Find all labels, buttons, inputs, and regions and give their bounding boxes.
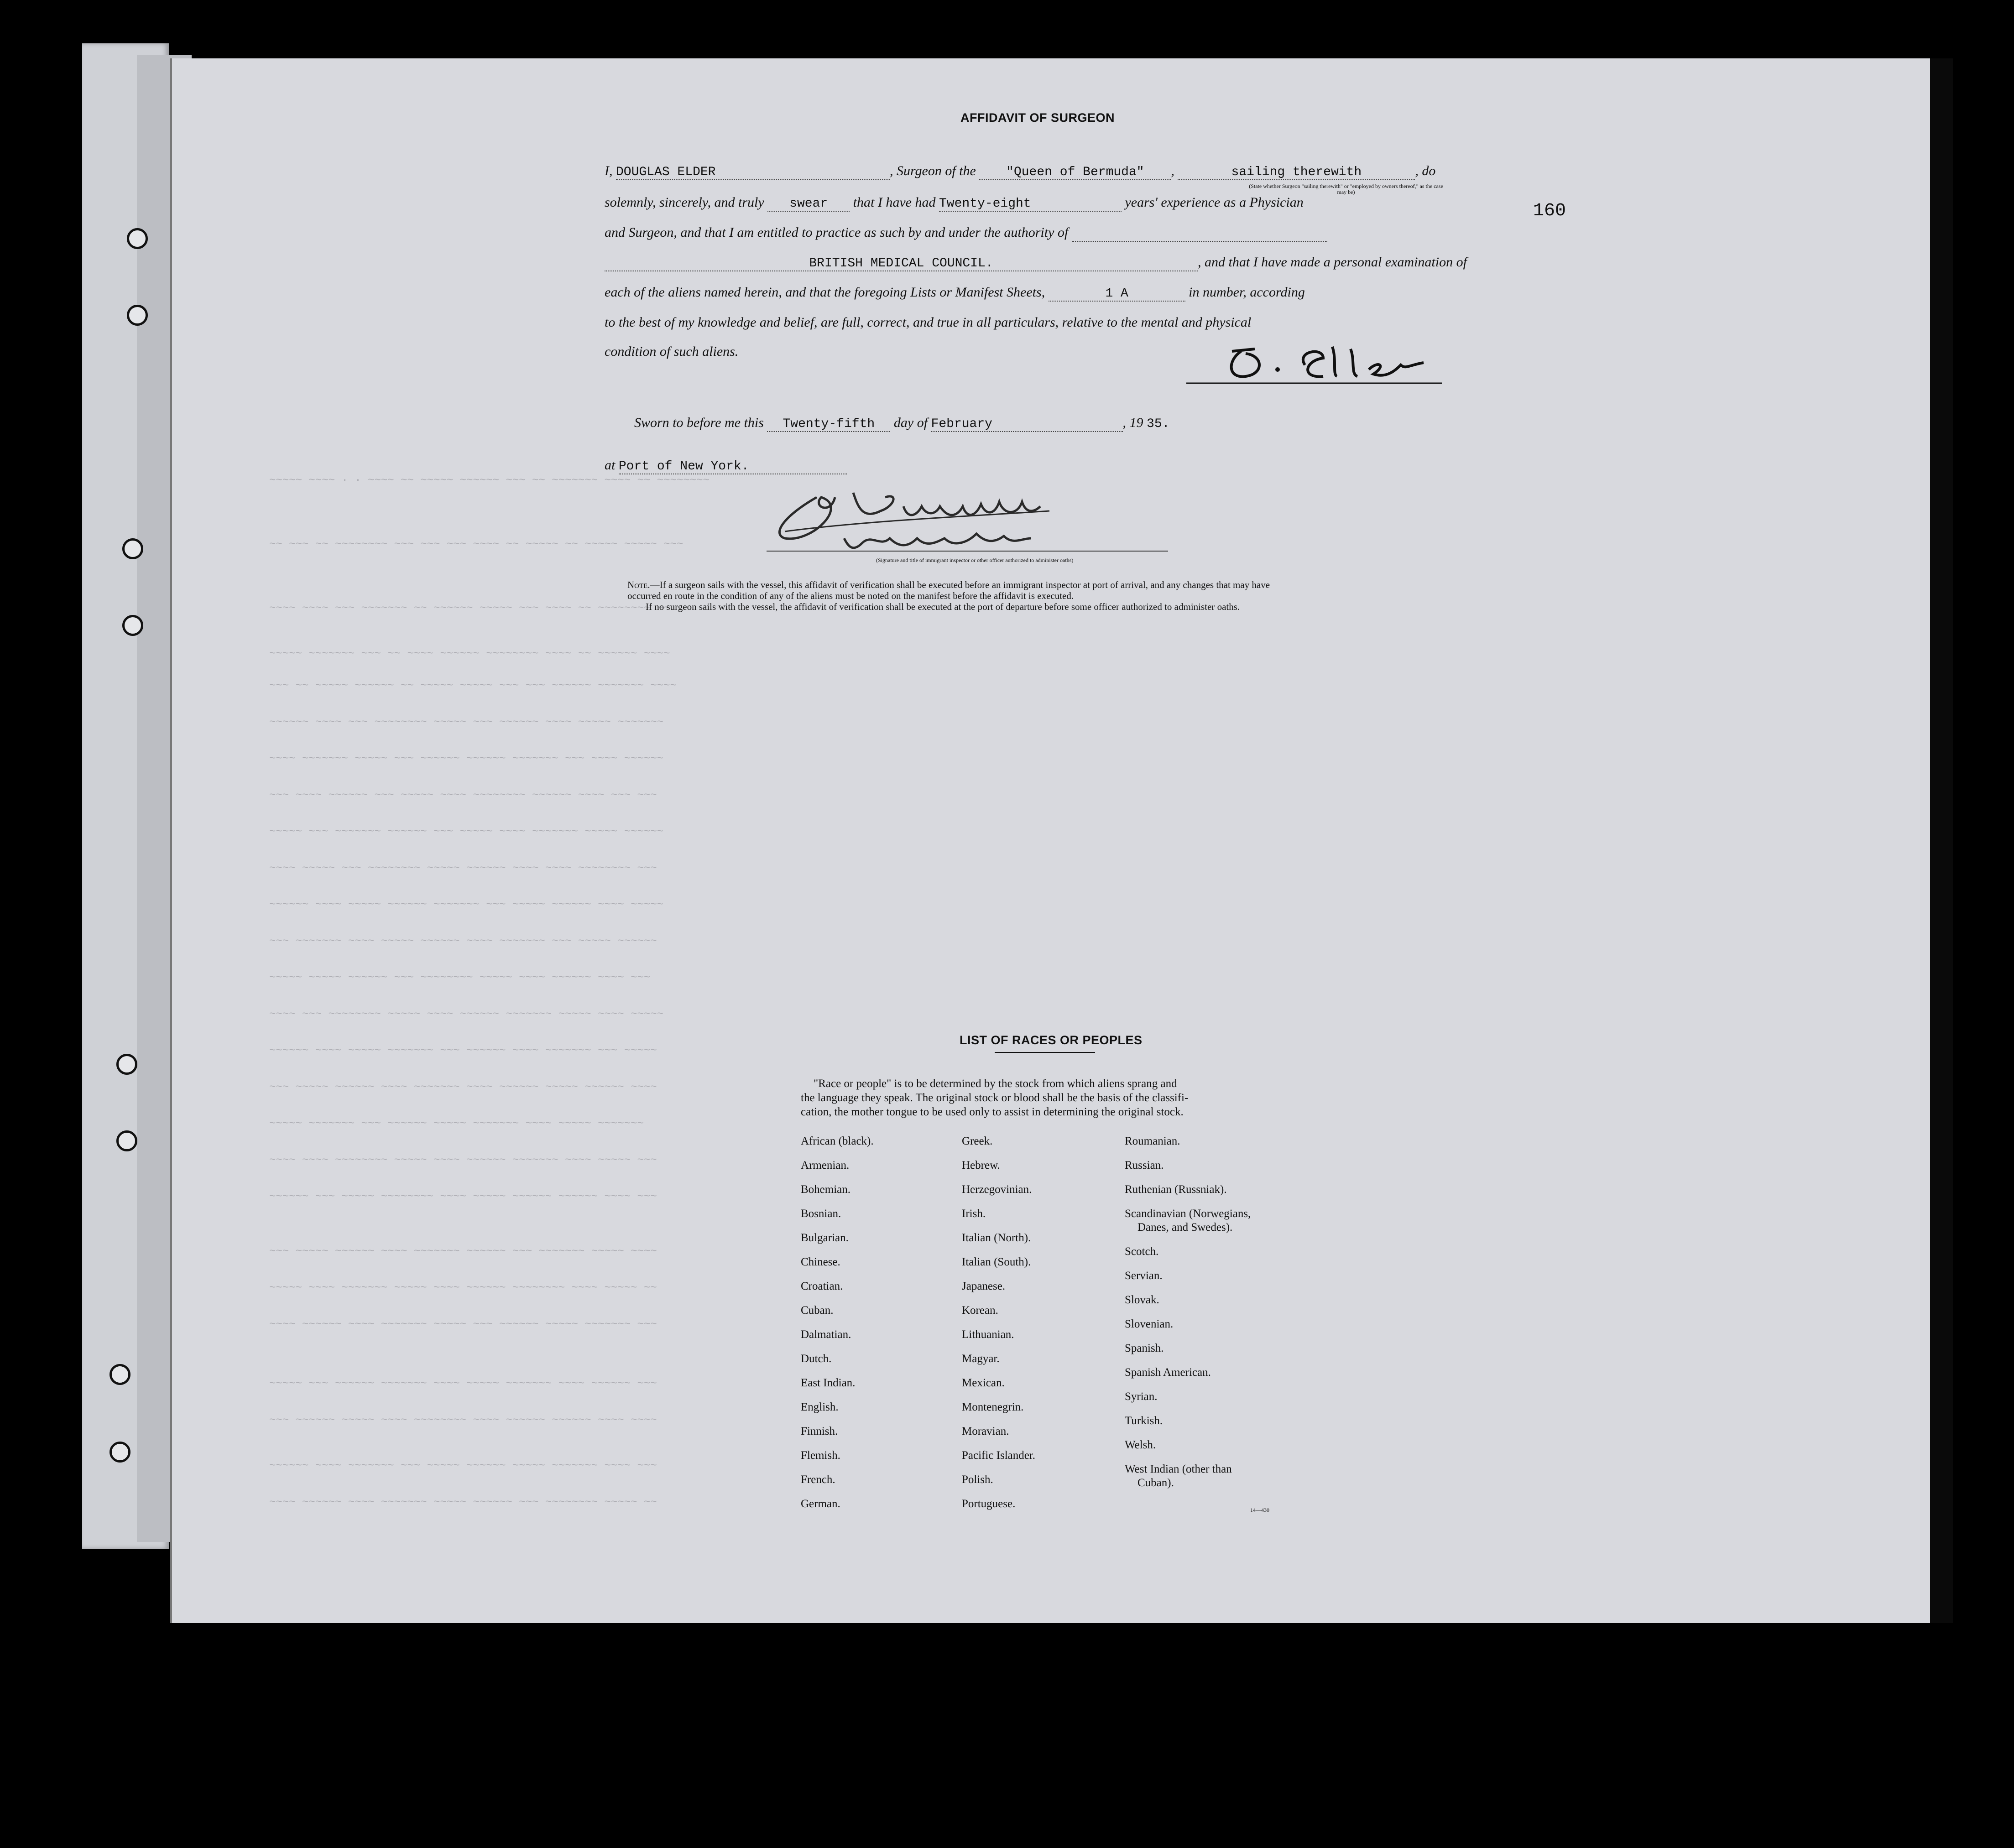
- line-text: , do: [1415, 163, 1436, 178]
- race-item: Scandinavian (Norwegians,: [1125, 1208, 1251, 1220]
- race-item: Spanish.: [1125, 1342, 1164, 1354]
- note-line: If no surgeon sails with the vessel, the affidavit of verification shall be executed at the port of departure before some officer authorized to administer oaths.: [646, 601, 1240, 612]
- affidavit-line-1: I, DOUGLAS ELDER , Surgeon of the "Queen of Bermuda" , sailing therewith , do: [605, 163, 1436, 179]
- location-line: [605, 458, 847, 474]
- races-title: LIST OF RACES OR PEOPLES: [960, 1033, 1143, 1047]
- punch-hole: [116, 1054, 137, 1075]
- note-line: [627, 579, 1270, 590]
- race-item: English.: [801, 1401, 839, 1413]
- race-item: Finnish.: [801, 1425, 838, 1437]
- affidavit-title: AFFIDAVIT OF SURGEON: [960, 111, 1115, 125]
- line-text: Sworn to before me this: [634, 415, 764, 430]
- race-item: Korean.: [962, 1304, 998, 1317]
- line-text: , Surgeon of the: [890, 163, 976, 178]
- race-item: Irish.: [962, 1208, 986, 1220]
- sailing-status-instruction: (State whether Surgeon "sailing therewith" or "employed by owners thereof," as the case may be): [1249, 183, 1443, 195]
- race-item: Bosnian.: [801, 1208, 841, 1220]
- race-item: Turkish.: [1125, 1415, 1163, 1427]
- vessel-name-field: "Queen of Bermuda": [979, 165, 1171, 180]
- line-text: that I have had: [853, 195, 936, 210]
- line-text: , and that I have made a personal examination of: [1198, 255, 1467, 270]
- race-item: Dutch.: [801, 1353, 832, 1365]
- race-item: Welsh.: [1125, 1439, 1156, 1451]
- race-item: Italian (South).: [962, 1256, 1031, 1268]
- form-number: 14—430: [1250, 1507, 1269, 1513]
- race-item: Croatian.: [801, 1280, 843, 1292]
- line-text: each of the aliens named herein, and that the foregoing Lists or Manifest Sheets,: [605, 285, 1045, 300]
- punch-hole: [122, 615, 143, 636]
- race-item: West Indian (other than: [1125, 1463, 1232, 1475]
- affidavit-line-3: [605, 225, 1327, 242]
- affidavit-line-7: condition of such aliens.: [605, 344, 739, 359]
- race-item: Russian.: [1125, 1159, 1164, 1171]
- race-item: Portuguese.: [962, 1498, 1016, 1510]
- race-item: Flemish.: [801, 1449, 840, 1462]
- intro-line: "Race or people" is to be determined by the stock from which aliens sprang and: [814, 1078, 1177, 1090]
- race-item: Spanish American.: [1125, 1366, 1211, 1379]
- race-item: Dalmatian.: [801, 1328, 851, 1341]
- sheets-count-field: 1 A: [1049, 286, 1185, 302]
- authority-field: BRITISH MEDICAL COUNCIL.: [605, 256, 1198, 271]
- race-item: Danes, and Swedes).: [1137, 1221, 1233, 1234]
- surgeon-name-field: DOUGLAS ELDER: [616, 165, 890, 180]
- race-item: Hebrew.: [962, 1159, 1000, 1171]
- note-line: occurred en route in the condition of any of the aliens must be noted on the manifest before the affidavit is executed.: [627, 590, 1074, 601]
- race-item: Chinese.: [801, 1256, 840, 1268]
- location-field: Port of New York.: [619, 459, 847, 474]
- race-item: Montenegrin.: [962, 1401, 1024, 1413]
- race-item: Roumanian.: [1125, 1135, 1180, 1147]
- race-item: Armenian.: [801, 1159, 850, 1171]
- punch-hole: [116, 1130, 137, 1151]
- race-item: Lithuanian.: [962, 1328, 1014, 1341]
- affidavit-line-6: to the best of my knowledge and belief, are full, correct, and true in all particulars, relative to the mental and physical: [605, 315, 1252, 330]
- race-item: Japanese.: [962, 1280, 1006, 1292]
- races-title-underline: [995, 1052, 1095, 1053]
- line-text: at: [605, 458, 616, 473]
- race-item: Bulgarian.: [801, 1232, 849, 1244]
- race-item: Cuban.: [801, 1304, 834, 1317]
- page-edge-shadow: [1930, 58, 1953, 1623]
- race-item: Ruthenian (Russniak).: [1125, 1183, 1227, 1196]
- punch-hole: [110, 1442, 130, 1463]
- sworn-year-field: 35.: [1147, 417, 1170, 431]
- inspector-caption: (Signature and title of immigrant inspector or other officer authorized to administer oaths): [876, 557, 1074, 563]
- note-label: Note.: [627, 579, 650, 590]
- race-item: East Indian.: [801, 1377, 856, 1389]
- race-item: African (black).: [801, 1135, 874, 1147]
- race-item: Cuban).: [1137, 1477, 1174, 1489]
- affidavit-line-2: [605, 195, 1304, 212]
- note-text: —If a surgeon sails with the vessel, this affidavit of verification shall be executed before an immigrant inspector at port of arrival, and any changes that may have: [650, 579, 1270, 590]
- punch-hole: [127, 228, 148, 249]
- race-item: Greek.: [962, 1135, 993, 1147]
- inspector-signature-drawing: [757, 479, 1168, 557]
- line-text: in number, according: [1189, 285, 1305, 300]
- race-item: Magyar.: [962, 1353, 1000, 1365]
- surgeon-signature: [1186, 338, 1487, 388]
- sailing-status-field: sailing therewith: [1178, 165, 1415, 180]
- race-item: Slovak.: [1125, 1294, 1159, 1306]
- sworn-day-field: Twenty-fifth: [767, 417, 890, 432]
- race-item: Servian.: [1125, 1270, 1163, 1282]
- line-text: years' experience as a Physician: [1125, 195, 1304, 210]
- race-item: Italian (North).: [962, 1232, 1031, 1244]
- sworn-month-field: February: [931, 417, 1123, 432]
- race-item: Slovenian.: [1125, 1318, 1174, 1330]
- race-item: Bohemian.: [801, 1183, 851, 1196]
- oath-word-field: swear: [767, 197, 850, 212]
- sworn-line: [634, 415, 1169, 432]
- line-text: and Surgeon, and that I am entitled to practice as such by and under the authority of: [605, 225, 1069, 240]
- race-item: Pacific Islander.: [962, 1449, 1036, 1462]
- race-item: Polish.: [962, 1473, 993, 1486]
- years-experience-field: Twenty-eight: [939, 197, 1122, 212]
- line-text: solemnly, sincerely, and truly: [605, 195, 764, 210]
- race-item: Herzegovinian.: [962, 1183, 1032, 1196]
- intro-line: cation, the mother tongue to be used only to assist in determining the original stock.: [801, 1106, 1184, 1118]
- race-item: Scotch.: [1125, 1245, 1159, 1258]
- race-item: Mexican.: [962, 1377, 1005, 1389]
- line-text: I,: [605, 163, 613, 178]
- authority-field-top: [1072, 227, 1327, 242]
- race-item: Moravian.: [962, 1425, 1009, 1437]
- race-item: German.: [801, 1498, 840, 1510]
- affidavit-note: [627, 579, 1270, 612]
- intro-line: the language they speak. The original stock or blood shall be the basis of the classifi-: [801, 1092, 1189, 1104]
- race-item: Syrian.: [1125, 1390, 1158, 1403]
- punch-hole: [110, 1364, 130, 1385]
- line-text: day of: [893, 415, 928, 430]
- punch-hole: [122, 538, 143, 559]
- affidavit-line-4: [605, 255, 1467, 271]
- line-text: , 19: [1122, 415, 1143, 430]
- punch-hole: [127, 305, 148, 326]
- races-intro: [801, 1077, 1303, 1119]
- affidavit-line-5: [605, 285, 1305, 302]
- page-number: 160: [1533, 201, 1566, 221]
- inspector-signature: [757, 479, 1168, 557]
- race-item: French.: [801, 1473, 835, 1486]
- signature-drawing: [1186, 338, 1487, 388]
